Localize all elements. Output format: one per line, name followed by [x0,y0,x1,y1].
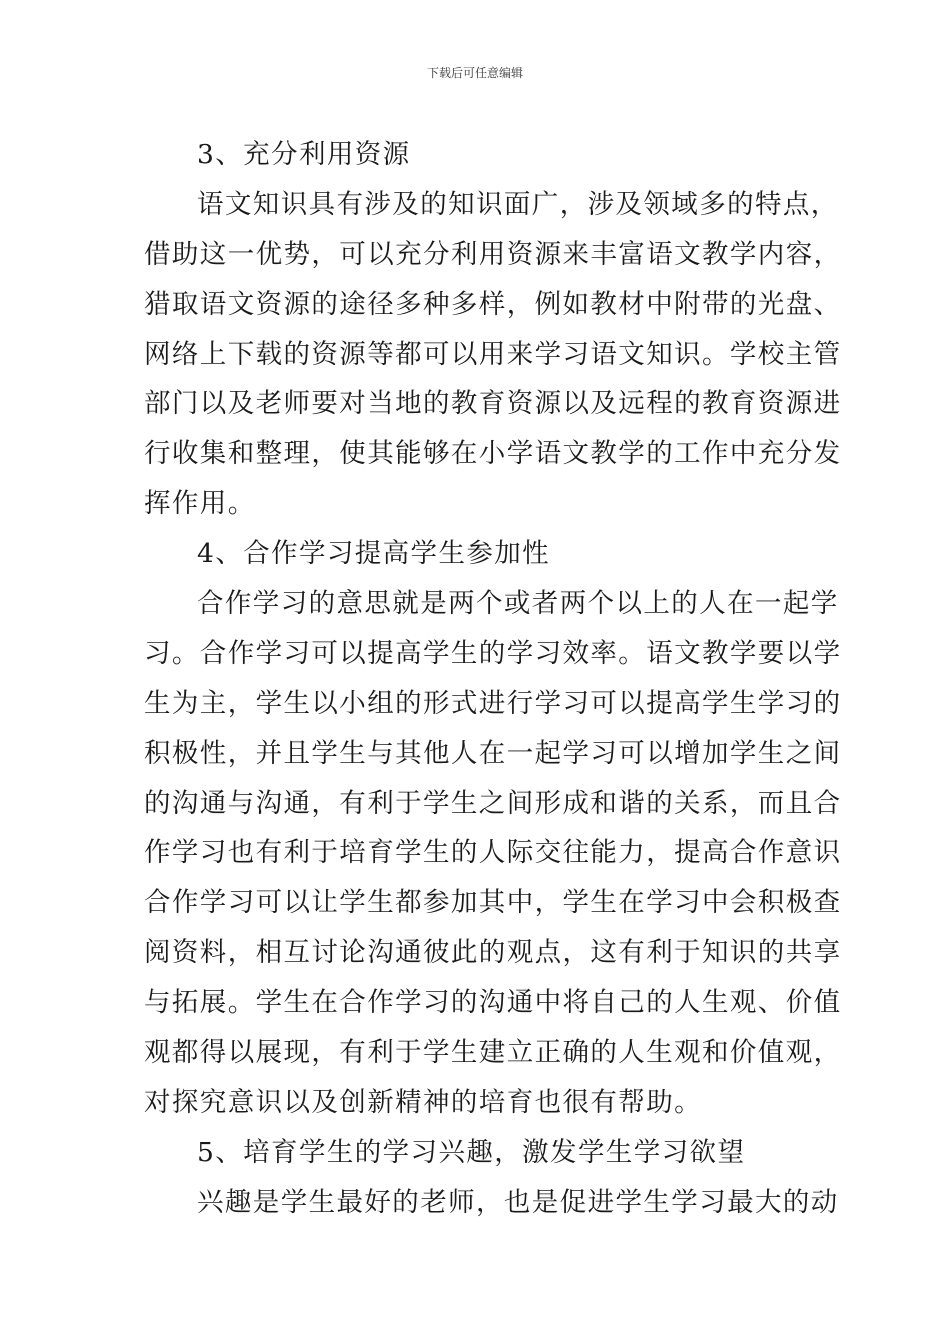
text-line: 语文知识具有涉及的知识面广，涉及领域多的特点， [197,188,839,220]
text-line: 观都得以展现，有利于学生建立正确的人生观和价值观， [144,1037,842,1069]
text-line: 3、充分利用资源 [197,139,411,170]
text-line: 积极性，并且学生与其他人在一起学习可以增加学生之间 [144,737,842,769]
text-line: 对探究意识以及创新精神的培育也很有帮助。 [144,1086,702,1118]
text-line: 部门以及老师要对当地的教育资源以及远程的教育资源进 [144,388,842,420]
text-line: 与拓展。学生在合作学习的沟通中将自己的人生观、价值 [144,987,842,1019]
text-line: 行收集和整理，使其能够在小学语文教学的工作中充分发 [144,438,842,470]
text-line: 借助这一优势，可以充分利用资源来丰富语文教学内容， [144,238,842,270]
document-body [144,130,842,1228]
page-header: 下载后可任意编辑 [426,66,523,80]
text-line: 习。合作学习可以提高学生的学习效率。语文教学要以学 [144,637,842,669]
text-line: 合作学习可以让学生都参加其中，学生在学习中会积极查 [144,887,842,919]
text-line: 合作学习的意思就是两个或者两个以上的人在一起学 [197,588,839,620]
text-line: 阅资料，相互讨论沟通彼此的观点，这有利于知识的共享 [144,937,842,969]
text-line: 兴趣是学生最好的老师，也是促进学生学习最大的动 [197,1186,839,1218]
text-line: 生为主，学生以小组的形式进行学习可以提高学生学习的 [144,687,842,719]
text-line: 猎取语文资源的途径多种多样，例如教材中附带的光盘、 [144,288,842,320]
text-line: 4、合作学习提高学生参加性 [197,538,551,570]
text-line: 网络上下载的资源等都可以用来学习语文知识。学校主管 [144,338,842,370]
text-line: 挥作用。 [144,488,256,520]
text-line: 的沟通与沟通，有利于学生之间形成和谐的关系，而且合 [144,787,842,819]
text-line: 5、培育学生的学习兴趣，激发学生学习欲望 [197,1136,746,1168]
text-line: 作学习也有利于培育学生的人际交往能力，提高合作意识 [144,837,842,869]
